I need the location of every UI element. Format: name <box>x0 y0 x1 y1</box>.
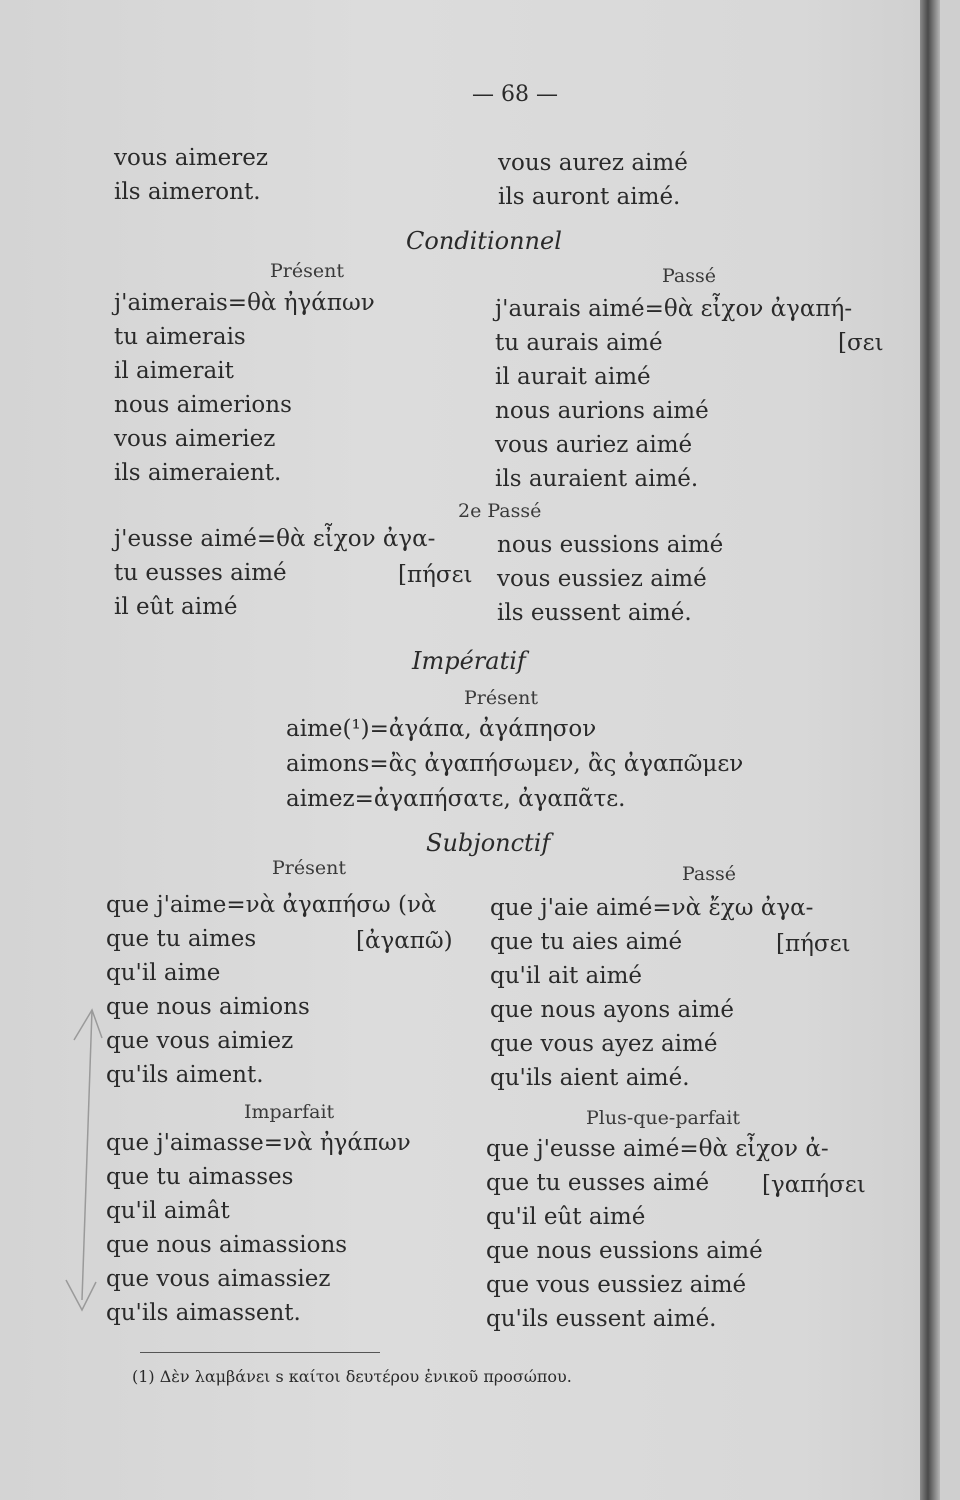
subj-present-line: qu'il aime <box>106 960 221 986</box>
conditionnel-passe-label: Passé <box>662 265 717 287</box>
cond-present-line: il aimerait <box>114 358 234 384</box>
subj-pqp-line: que j'eusse aimé=θὰ εἶχον ἀ- <box>486 1136 829 1162</box>
page-number: — 68 — <box>472 82 558 107</box>
footnote-rule <box>140 1352 380 1353</box>
subj-pqp-line: que tu eusses aimé <box>486 1170 710 1196</box>
subj-passe-line: que nous ayons aimé <box>490 997 735 1023</box>
page-edge <box>920 0 940 1500</box>
cond-present-line: tu aimerais <box>114 324 246 350</box>
subjonctif-title: Subjonctif <box>426 829 551 857</box>
subj-imparfait-line: que nous aimassions <box>106 1232 348 1258</box>
cond-passe2-right-line: vous eussiez aimé <box>497 566 707 592</box>
cond-passe-line: ils auraient aimé. <box>495 466 699 492</box>
subj-passe-line: que j'aie aimé=νὰ ἔχω ἀγα- <box>490 895 814 921</box>
cond-passe2-right-line: ils eussent aimé. <box>497 600 692 626</box>
subj-pqp-line: que vous eussiez aimé <box>486 1272 747 1298</box>
subj-imparfait-line: qu'ils aimassent. <box>106 1300 301 1326</box>
cond-passe-continuation: [σει <box>838 330 884 356</box>
cond-passe2-left-line: j'eusse aimé=θὰ εἶχον ἀγα- <box>114 526 436 552</box>
subj-passe-line: que vous ayez aimé <box>490 1031 718 1057</box>
subj-imparfait-line: que tu aimasses <box>106 1164 294 1190</box>
subj-present-line: que tu aimes <box>106 926 257 952</box>
cond-passe-line: nous aurions aimé <box>495 398 709 424</box>
subj-present-continuation: [ἀγαπῶ) <box>356 928 453 954</box>
imperatif-present-label: Présent <box>464 687 538 709</box>
cond-passe-line: j'aurais aimé=θὰ εἶχον ἀγαπή- <box>495 296 853 322</box>
subj-pqp-line: que nous eussions aimé <box>486 1238 763 1264</box>
subj-present-label: Présent <box>272 857 346 879</box>
future-left-line: vous aimerez <box>114 145 268 171</box>
cond-passe2-left-continuation: [πήσει <box>398 562 473 588</box>
subj-pqp-label: Plus-que-parfait <box>586 1107 740 1129</box>
future-right-line: vous aurez aimé <box>498 150 688 176</box>
subj-present-line: que nous aimions <box>106 994 310 1020</box>
conditionnel-title: Conditionnel <box>406 227 562 255</box>
subj-pqp-line: qu'ils eussent aimé. <box>486 1306 717 1332</box>
subj-pqp-continuation: [γαπήσει <box>762 1172 866 1198</box>
pencil-arrow-mark <box>52 1000 112 1320</box>
cond-passe-line: tu aurais aimé <box>495 330 663 356</box>
subj-imparfait-line: que vous aimassiez <box>106 1266 331 1292</box>
imperatif-line: aimons=ἂς ἀγαπήσωμεν, ἂς ἀγαπῶμεν <box>286 751 744 777</box>
subj-imparfait-label: Imparfait <box>244 1101 335 1123</box>
subj-passe-label: Passé <box>682 863 737 885</box>
conditionnel-present-label: Présent <box>270 260 344 282</box>
imperatif-title: Impératif <box>412 647 526 675</box>
cond-passe2-left-line: il eût aimé <box>114 594 238 620</box>
subj-passe-line: qu'il ait aimé <box>490 963 642 989</box>
cond-present-line: vous aimeriez <box>114 426 276 452</box>
imperatif-line: aimez=ἀγαπήσατε, ἀγαπᾶτε. <box>286 786 626 812</box>
imperatif-line: aime(¹)=ἀγάπα, ἀγάπησον <box>286 716 597 742</box>
subj-present-line: qu'ils aiment. <box>106 1062 264 1088</box>
subj-present-line: que j'aime=νὰ ἀγαπήσω (νὰ <box>106 892 437 918</box>
footnote: (1) Δὲν λαμβάνει s καίτοι δευτέρου ἑνικοῦ προσώπου. <box>132 1367 572 1386</box>
cond-passe2-label: 2e Passé <box>458 500 542 522</box>
subj-present-line: que vous aimiez <box>106 1028 294 1054</box>
cond-passe-line: il aurait aimé <box>495 364 651 390</box>
cond-present-line: ils aimeraient. <box>114 460 282 486</box>
cond-present-line: j'aimerais=θὰ ἠγάπων <box>114 290 375 316</box>
cond-passe-line: vous auriez aimé <box>495 432 693 458</box>
subj-passe-line: que tu aies aimé <box>490 929 683 955</box>
future-right-line: ils auront aimé. <box>498 184 681 210</box>
cond-passe2-left-line: tu eusses aimé <box>114 560 287 586</box>
subj-imparfait-line: qu'il aimât <box>106 1198 230 1224</box>
subj-passe-line: qu'ils aient aimé. <box>490 1065 690 1091</box>
subj-imparfait-line: que j'aimasse=νὰ ἠγάπων <box>106 1130 411 1156</box>
future-left-line: ils aimeront. <box>114 179 261 205</box>
cond-passe2-right-line: nous eussions aimé <box>497 532 724 558</box>
subj-passe-continuation: [πήσει <box>776 931 851 957</box>
cond-present-line: nous aimerions <box>114 392 292 418</box>
subj-pqp-line: qu'il eût aimé <box>486 1204 646 1230</box>
